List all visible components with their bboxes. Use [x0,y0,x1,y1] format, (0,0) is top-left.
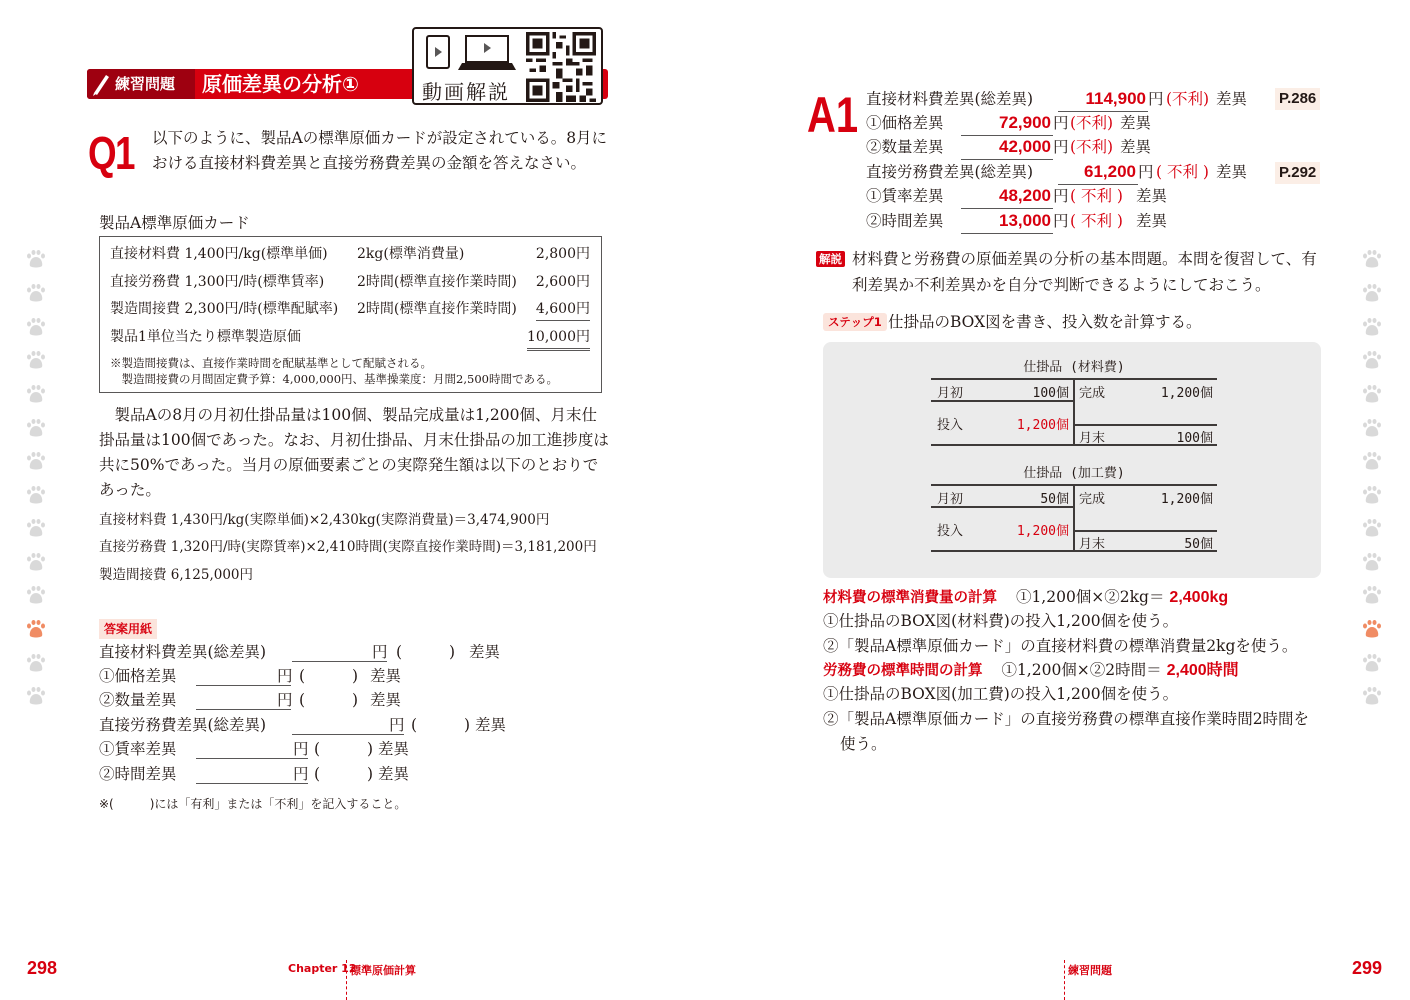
explanation-tag: 解説 [816,251,845,267]
box-diagram-materials: 仕掛品 (材料費) 月初 100個 投入 1,200個 完成 1,200個 月末 100個 [931,356,1217,448]
answer-mark-a1: A1 [807,87,859,143]
calc-labor-heading: 労務費の標準時間の計算 ①1,200個×②2時間＝ 2,400時間 [823,661,1239,679]
answer-blank-result[interactable] [404,640,444,662]
paw-icon [26,385,46,403]
footer-divider [346,960,347,1000]
standard-cost-card-title: 製品A標準原価カード [99,214,250,232]
problem-body-text: 製品Aの8月の月初仕掛品量は100個、製品完成量は1,200個、月末仕掛品量は100個であった。なお、月初仕掛品、月末仕掛品の加工進捗度は共に50%であった。当月の原価要素ごとの実際発生額は以下のとおりであった。 [99,406,609,499]
card-row-materials: 直接材料費 1,400円/kg(標準単価) 2kg(標準消費量) 2,800円 [110,246,590,262]
paw-icon [26,318,46,336]
paw-icon [26,351,46,369]
answer-blank-result[interactable] [324,762,364,784]
paw-icon [26,586,46,604]
box-diagram-conversion: 仕掛品 (加工費) 月初 50個 投入 1,200個 完成 1,200個 月末 50個 [931,462,1217,554]
answer-blank-result[interactable] [324,737,364,759]
paw-icon [26,486,46,504]
page-reference[interactable]: P.292 [1275,162,1320,184]
paw-icon [1362,687,1382,705]
exercise-tag: 練習問題 [87,69,195,99]
explanation-text: 材料費と労務費の原価差異の分析の基本問題。本問を復習して、有利差異か不利差異かを自分で判断できるようにしておこう。 [852,250,1317,294]
tablet-icon [426,35,450,69]
video-label: 動画解説 [422,80,510,104]
actual-materials: 直接材料費 1,430円/kg(実際単価)×2,430kg(実際消費量)＝3,474,900円 [99,512,550,528]
footer-divider [1064,960,1065,1000]
pencil-icon [90,72,112,96]
step1-text: 仕掛品のBOX図を書き、投入数を計算する。 [888,313,1202,331]
paw-icon [1362,553,1382,571]
page-title: 原価差異の分析① [202,72,359,96]
answer-sheet-note: ※( )には「有利」または「不利」を記入すること。 [99,797,407,811]
box-diagram-panel [823,342,1321,578]
step1-tag: ステップ1 [823,313,887,331]
answer-blank-result[interactable] [419,713,459,735]
answer-blank-amount[interactable] [292,713,404,735]
paw-icon-active [26,620,46,638]
paw-icon [1362,284,1382,302]
qr-code-icon[interactable] [526,32,596,102]
paw-icon [1362,250,1382,268]
paw-icon [26,553,46,571]
paw-icon [1362,351,1382,369]
calc-note: ①仕掛品のBOX図(加工費)の投入1,200個を使う。 [823,685,1179,703]
paw-icon [1362,586,1382,604]
video-explanation-box[interactable] [412,27,603,105]
card-row-overhead: 製造間接費 2,300円/時(標準配賦率) 2時間(標準直接作業時間) 4,600円 [110,298,590,320]
answer-blank-result[interactable] [309,664,349,686]
paw-icon [1362,654,1382,672]
answer-sheet-tag: 答案用紙 [99,619,157,639]
question-mark-q1: Q1 [88,127,134,179]
card-row-total: 製品1単位当たり標準製造原価 10,000円 [110,326,590,348]
laptop-icon [458,35,516,71]
paw-icon [1362,519,1382,537]
paw-icon [26,419,46,437]
calc-note: 使う。 [840,735,887,753]
page-number-left: 298 [27,958,58,978]
paw-icon [26,284,46,302]
paw-icon [26,452,46,470]
card-row-labor: 直接労務費 1,300円/時(標準賃率) 2時間(標準直接作業時間) 2,600円 [110,274,590,290]
page-number-right: 299 [1352,958,1383,978]
paw-icon [1362,318,1382,336]
answer-blank-result[interactable] [309,688,349,710]
actual-labor: 直接労務費 1,320円/時(実際賃率)×2,410時間(実際直接作業時間)＝3,181,200円 [99,539,597,555]
paw-icon [1362,486,1382,504]
paw-icon [26,250,46,268]
paw-icon [26,687,46,705]
question-text: 以下のように、製品Aの標準原価カードが設定されている。8月における直接材料費差異と直接労務費差異の金額を答えなさい。 [152,129,608,172]
actual-overhead: 製造間接費 6,125,000円 [99,567,253,583]
answer-blank-amount[interactable] [196,762,308,784]
paw-icon [26,654,46,672]
answer-blank-amount[interactable] [196,737,308,759]
card-note: ※製造間接費は、直接作業時間を配賦基準として配賦される。 製造間接費の月間固定費予算：4,000,000円、基準操業度：月間2,500時間である。 [110,356,558,386]
paw-icon [26,519,46,537]
calc-note: ①仕掛品のBOX図(材料費)の投入1,200個を使う。 [823,612,1179,630]
paw-icon-active [1362,620,1382,638]
paw-icon [1362,385,1382,403]
calc-materials-heading: 材料費の標準消費量の計算 ①1,200個×②2kg＝ 2,400kg [823,588,1229,606]
standard-cost-card [99,236,602,393]
calc-note: ②「製品A標準原価カード」の直接労務費の標準直接作業時間2時間を [823,710,1310,728]
paw-icon [1362,419,1382,437]
page-reference[interactable]: P.286 [1275,88,1320,110]
section-label: 練習問題 [1068,964,1112,977]
chapter-label: Chapter 12 [288,962,357,975]
chapter-name: 標準原価計算 [350,964,416,977]
calc-note: ②「製品A標準原価カード」の直接材料費の標準消費量2kgを使う。 [823,637,1298,655]
paw-icon [1362,452,1382,470]
